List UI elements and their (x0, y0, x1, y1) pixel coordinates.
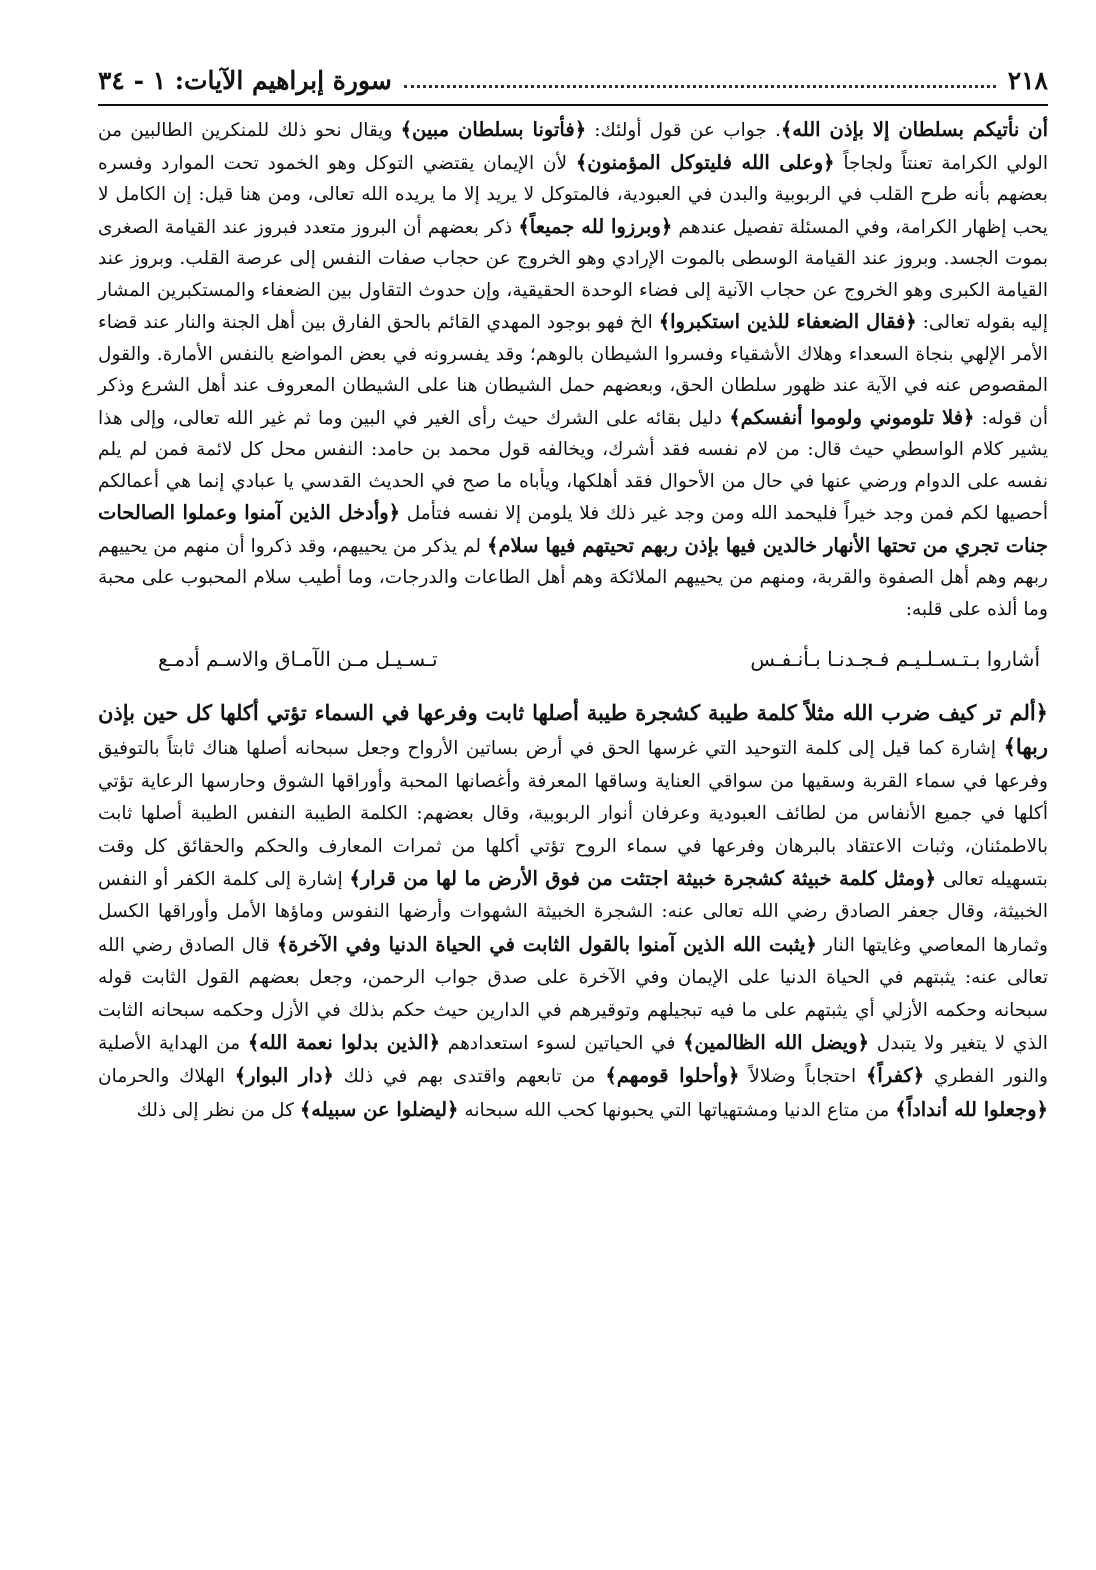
commentary-paragraph-1 (98, 114, 1048, 625)
quran-quote: أن نأتيكم بسلطان إلا بإذن الله﴾ (780, 118, 1048, 141)
quran-quote: ﴿فقال الضعفاء للذين استكبروا﴾ (658, 310, 917, 333)
quran-quote: ﴿وبرزوا لله جميعاً﴾ (518, 214, 673, 238)
commentary-text: من الهداية الأصلية والنور الفطري (98, 1033, 1048, 1088)
commentary-text: كل من نظر إلى ذلك (136, 1099, 300, 1121)
commentary-text: قال الصادق رضي الله تعالى عنه: يثبتهم في الحياة الدنيا على الإيمان وفي الآخرة على صدق جواب الرحمن، وجعل بعضهم القول الثابت قوله سبحانه وحكمه الأزلي أي يثبتهم على ما فيه تبجيلهم وتوقيرهم في الدارين حيث حكم بذلك في الأزل وحكمه سبحانه الثابت الذي لا يتغير ولا يتبدل (98, 934, 1048, 1055)
quran-quote: ﴿وجعلوا لله أنداداً﴾ (895, 1097, 1048, 1121)
commentary-text: احتجاباً وضلالاً (739, 1066, 866, 1088)
commentary-text: الهلاك والحرمان (98, 1066, 235, 1088)
quran-quote: ﴿وأحلوا قومهم﴾ (605, 1064, 740, 1088)
quran-quote: ﴿فأتونا بسلطان مبين﴾ (400, 118, 587, 141)
commentary-text: ذكر بعضهم أن البروز متعدد فبروز عند القيامة الصغرى بموت الجسد. وبروز عند القيامة الوسطى بالموت الإرادي وهو الخروج عن حجاب صفات النفس إلى عرصة القلب. وبروز عند القيامة الكبرى وهو الخروج عن حجاب الآنية إلى فضاء الوحدة الحقيقية، وإن حدوث التقاول بين الضعفاء والمستكبرين المشار إليه بقوله تعالى: (98, 216, 1048, 333)
quran-quote: ﴿فلا تلوموني ولوموا أنفسكم﴾ (729, 405, 975, 429)
commentary-text: إشارة إلى كلمة الكفر أو النفس الخبيثة، وقال جعفر الصادق رضي الله تعالى عنه: الشجرة الخبيثة الشهوات وأرضها النفوس وماؤها الأمل وأوراقها الكسل وثمارها المعاصي وغايتها النار (98, 869, 1048, 956)
header-dotted-leader (404, 85, 996, 88)
quran-quote: ﴿الذين بدلوا نعمة الله﴾ (247, 1031, 441, 1055)
quran-quote: ﴿ومثل كلمة خبيثة كشجرة خبيثة اجتثت من فوق الأرض ما لها من قرار﴾ (349, 867, 937, 891)
commentary-text: في الحياتين لسوء استعدادهم (440, 1033, 684, 1055)
surah-title: سورة إبراهيم الآيات: ١ - ٣٤ (98, 65, 392, 95)
quran-quote: ﴿ويضل الله الظالمين﴾ (683, 1031, 870, 1055)
commentary-text: من تابعهم واقتدى بهم في ذلك (333, 1066, 606, 1088)
page-body (98, 114, 1048, 1127)
book-page (98, 56, 1048, 1127)
commentary-text: لأن الإيمان يقتضي التوكل وهو الخمود تحت الموارد وفسره بعضهم بأنه طرح القلب في الربوبية والبدن في العبودية، فالمتوكل لا يريد إلا ما يريده الله تعالى، ومن هنا قيل: إن الكامل لا يحب إظهار الكرامة، وفي المسئلة تفصيل عندهم (98, 152, 1048, 238)
quran-quote: ﴿وأدخل الذين آمنوا وعملوا الصالحات جنات تجري من تحتها الأنهار خالدين فيها بإذن ربهم تحيتهم فيها سلام﴾ (98, 501, 1048, 557)
commentary-text: دليل بقائه على الشرك حيث رأى الغير في البين وما ثم غير الله تعالى، وإلى هذا يشير كلام الواسطي حيث قال: من لام نفسه فقد أشرك، ويخالفه قول محمد بن حامد: النفس محل كل لائمة فمن لم يلم نفسه على الدوام ورضي عنها في حال من الأحوال فقد أهلكها، ويأباه ما صح في الحديث القدسي يا عبادي إنما هي أعمالكم أحصيها لكم فمن وجد خيراً فليحمد الله ومن وجد غير ذلك فلا يلومن إلا نفسه فتأمل (98, 407, 1048, 524)
verse-hemistich-left: تـسـيـل مـن الآمـاق والاسـم أدمـع (158, 647, 438, 671)
page-header (98, 56, 1048, 106)
quran-quote: ﴿وعلى الله فليتوكل المؤمنون﴾ (575, 150, 835, 174)
commentary-text: . جواب عن قول أولئك: (586, 120, 781, 141)
quran-quote: ﴿ألم تر كيف ضرب الله مثلاً كلمة طيبة كشجرة طيبة أصلها ثابت وفرعها في السماء تؤتي أكلها كل حين بإذن ربها﴾ (98, 700, 1048, 760)
quran-quote: ﴿دار البوار﴾ (234, 1064, 334, 1088)
verse-hemistich-right: أشاروا بـتـسـلـيـم فـجـدنـا بـأنـفـس (750, 647, 1040, 671)
page-number: ٢١٨ (1007, 65, 1048, 95)
commentary-text: الخ فهو بوجود المهدي القائم بالحق الفارق بين أهل الجنة والنار عند قضاء الأمر الإلهي بنجاة السعداء وهلاك الأشقياء وفسروا الشيطان بالوهم؛ وقد يفسرونه في بعض المواضع بالنفس الأمارة. والقول المقصوص عنه في الآية عند ظهور سلطان الحق، وبعضهم حمل الشيطان هنا على الشيطان المعروف عند أهل الشرع وذكر أن قوله: (98, 312, 1048, 429)
quran-quote: ﴿كفراً﴾ (865, 1064, 925, 1088)
commentary-text: من متاع الدنيا ومشتهياتها التي يحبونها كحب الله سبحانه (458, 1099, 896, 1121)
commentary-paragraph-2 (98, 697, 1048, 1127)
commentary-text: إشارة كما قيل إلى كلمة التوحيد التي غرسها الحق في أرض بساتين الأرواح وجعل سبحانه أصلها هناك ثابتاً بالتوفيق وفرعها في سماء القربة وسقيها من سواقي العناية وساقها المعرفة وأغصانها المحبة وأوراقها الشوق وحارسها الرعاية تؤتي أكلها في جميع الأنفاس من لطائف العبودية وعرفان أنوار الربوبية، وقال بعضهم: الكلمة الطيبة النفس الطيبة أصلها ثابت بالاطمئنان، وثبات الاعتقاد بالبرهان وفرعها في سماء الروح تؤتي أكلها من ثمرات المعارف والحكم والحقائق كل وقت بتسهيله تعالى (98, 738, 1048, 891)
quran-quote: ﴿ليضلوا عن سبيله﴾ (299, 1097, 459, 1121)
poetry-verse (98, 643, 1048, 675)
commentary-text: ويقال نحو ذلك للمنكرين الطالبين من الولي الكرامة تعنتاً ولجاجاً (98, 120, 1049, 174)
quran-quote: ﴿يثبت الله الذين آمنوا بالقول الثابت في الحياة الدنيا وفي الآخرة﴾ (276, 932, 817, 956)
commentary-text: لم يذكر من يحييهم، وقد ذكروا أن منهم من يحييهم ربهم وهم أهل الصفوة والقربة، ومنهم من يحييهم الملائكة وهم أهل الطاعات والدرجات، وما أطيب سلام المحبوب على محبة وما ألذه على قلبه: (98, 535, 1048, 620)
